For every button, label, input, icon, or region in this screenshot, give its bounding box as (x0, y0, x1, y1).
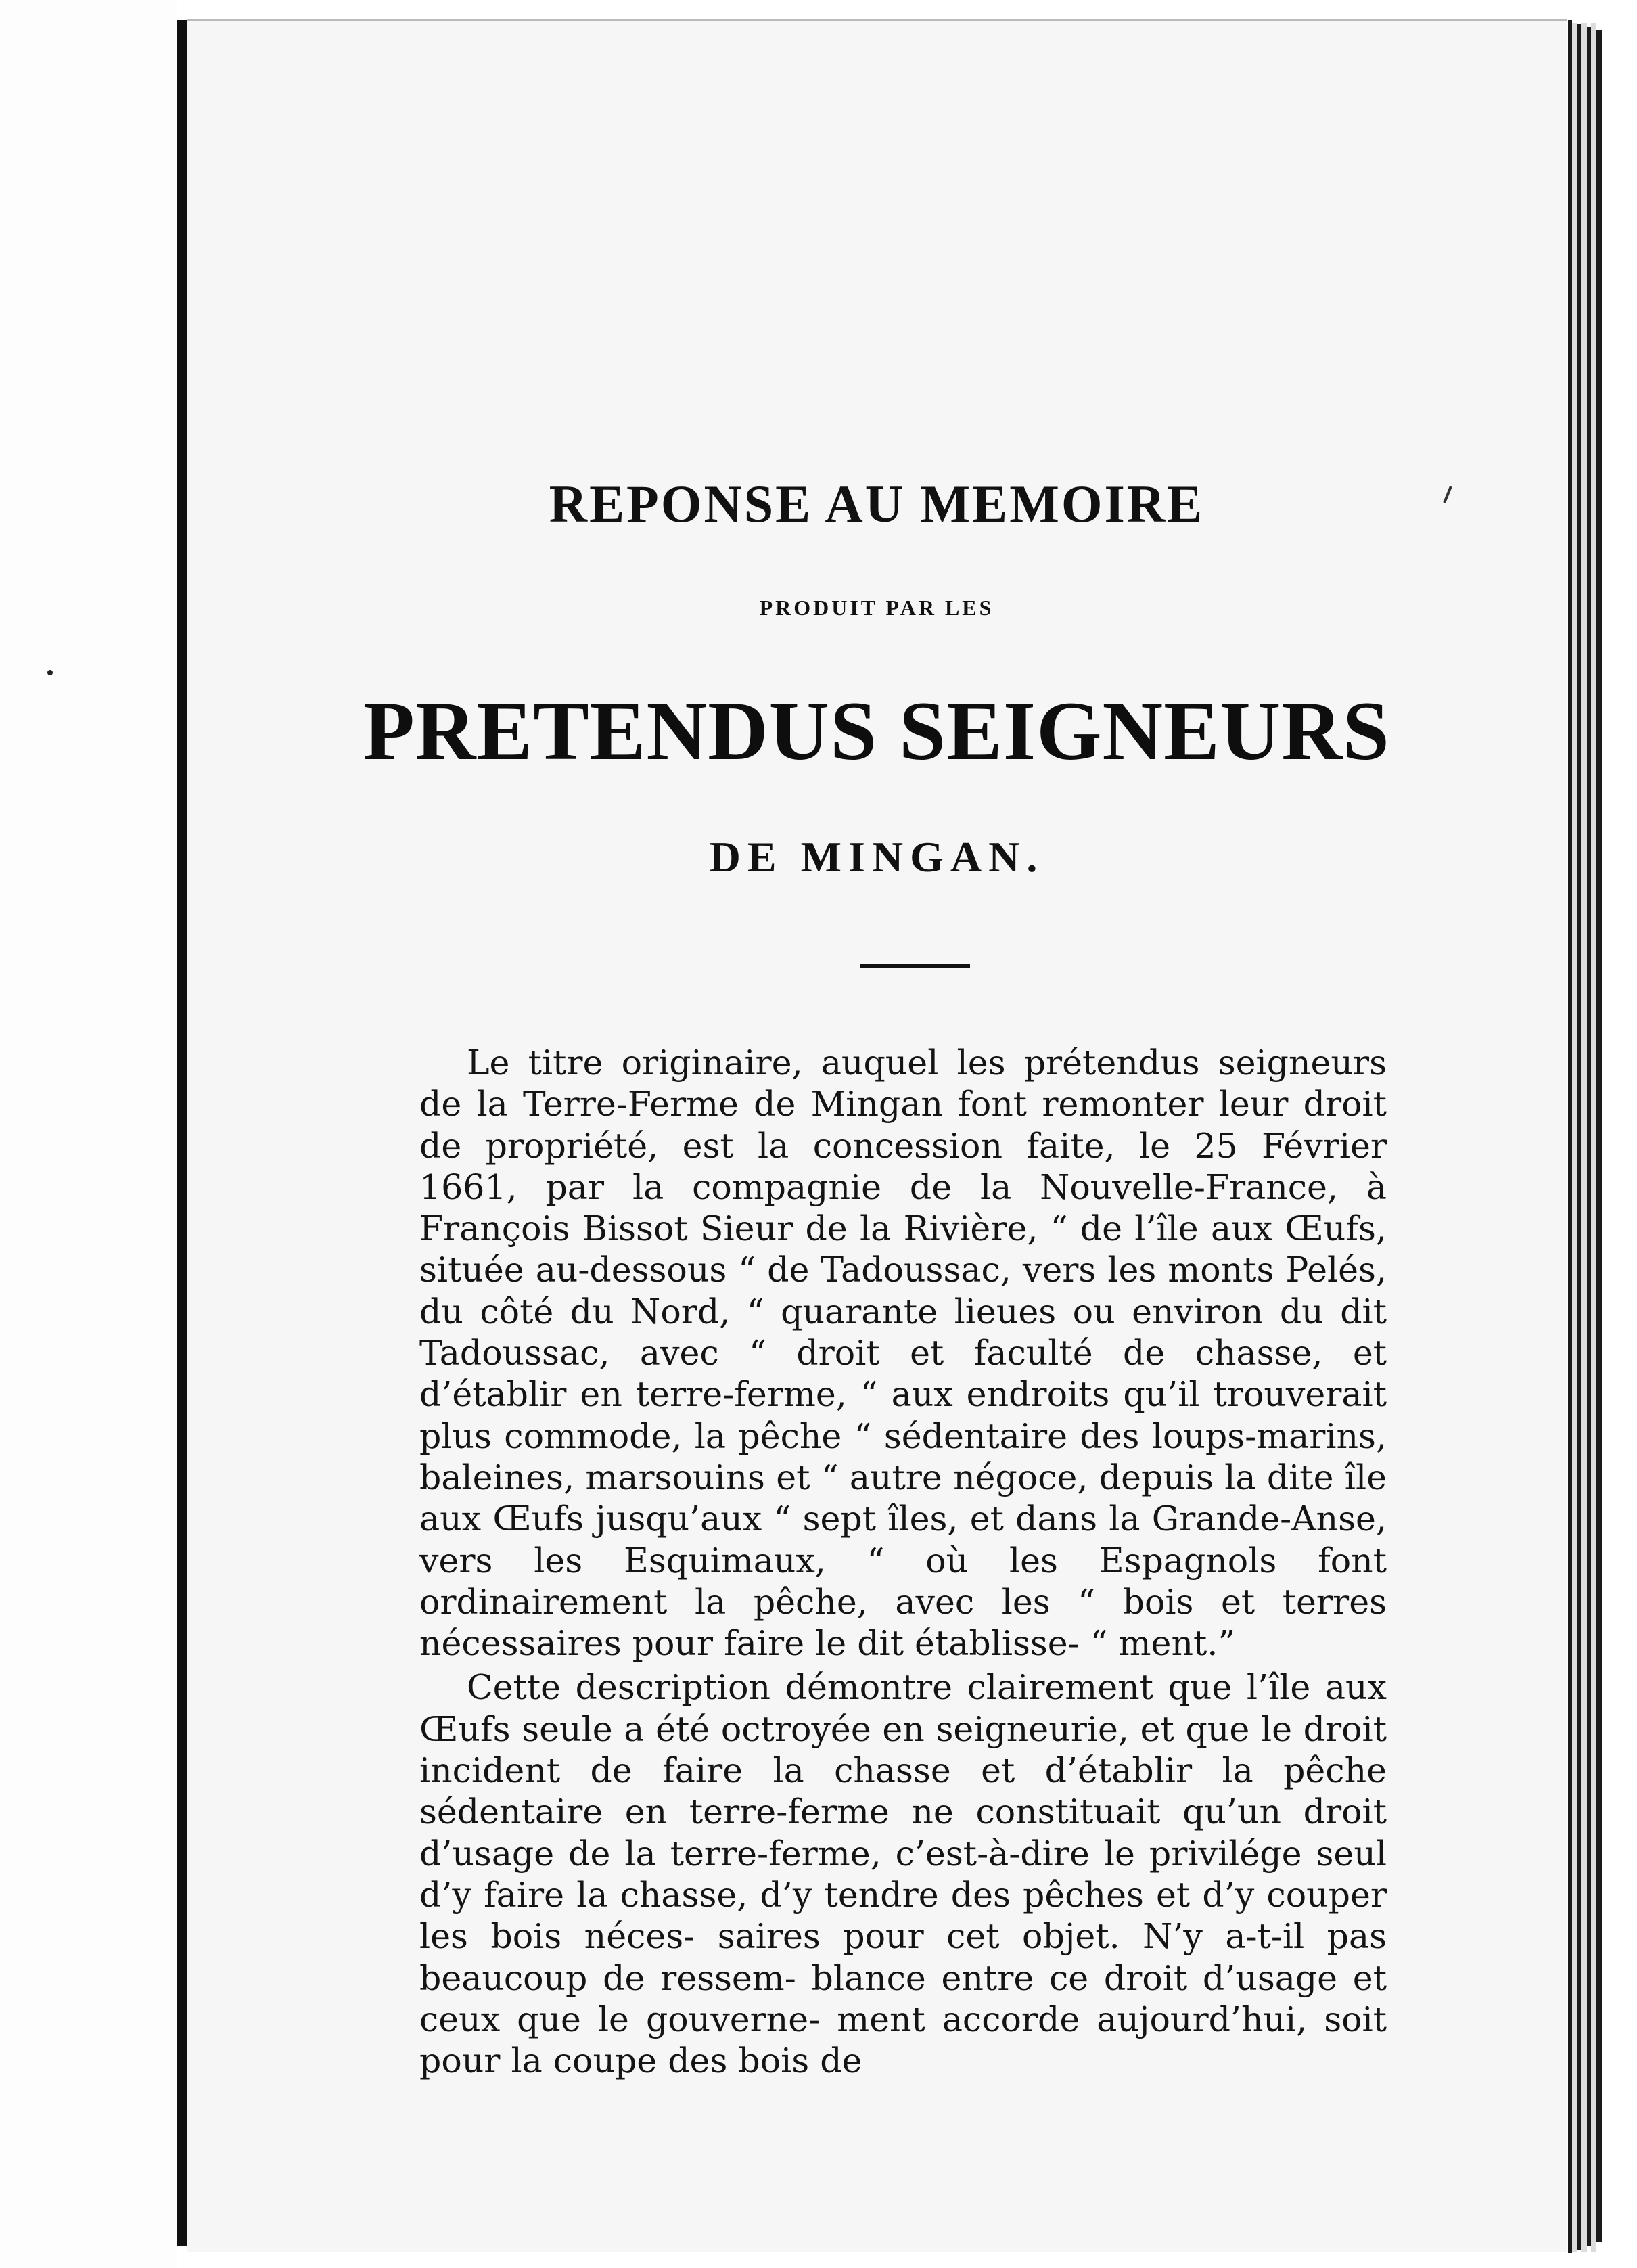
body-text (419, 1042, 1387, 2081)
book-gutter-shadow (177, 20, 187, 2246)
page-edge-shadow (1568, 20, 1572, 2253)
section-rule (860, 964, 970, 968)
title-line-produit: PRODUIT PAR LES (759, 595, 994, 620)
paragraph-concession: Le titre originaire, auquel les prétendus seigneurs de la Terre-Ferme de Mingan font remonter leur droit de propriété, est la concession faite, le 25 Février 1661, par la compagnie de la Nouvelle-France, à François Bissot Sieur de la Rivière, “ de l’île aux Œufs, située au-dessous “ de Tadoussac, vers les monts Pelés, du côté du Nord, “ quarante lieues ou environ du dit Tadoussac, avec “ droit et faculté de chasse, et d’établir en terre-ferme, “ aux endroits qu’il trouverait plus commode, la pêche “ sédentaire des loups-marins, baleines, marsouins et “ autre négoce, depuis la dite île aux Œufs jusqu’aux “ sept îles, et dans la Grande-Anse, vers les Esquimaux, “ où les Espagnols font ordinairement la pêche, avec les “ bois et terres nécessaires pour faire le dit établisse- “ ment.” (419, 1043, 1387, 1664)
title-line-mingan: DE MINGAN. (709, 833, 1044, 881)
left-facing-page-edge (0, 0, 177, 2268)
page-leaf-edge (1591, 23, 1596, 2252)
page-edge-shadow (1587, 27, 1591, 2246)
title-line-pretendus: PRETENDUS SEIGNEURS (363, 685, 1390, 777)
page-edge-shadow (1596, 30, 1602, 2242)
page-leaf-edge (1581, 23, 1587, 2252)
page-edge-shadow (1577, 24, 1581, 2250)
page-leaf-edge (1572, 23, 1577, 2252)
speck (47, 670, 53, 675)
paragraph-description: Cette description démontre clairement que l’île aux Œufs seule a été octroyée en seigneurie, et que le droit incident de faire la chasse et d’établir la pêche sédentaire en terre-ferme ne constituait qu’un droit d’usage de la terre-ferme, c’est-à-dire le privilége seul d’y faire la chasse, d’y tendre des pêches et d’y couper les bois néces- saires pour cet objet. N’y a-t-il pas beaucoup de ressem- blance entre ce droit d’usage et ceux que le gouverne- ment accorde aujourd’hui, soit pour la coupe des bois de (419, 1667, 1387, 2081)
title-line-reponse: REPONSE AU MEMOIRE (549, 474, 1205, 533)
